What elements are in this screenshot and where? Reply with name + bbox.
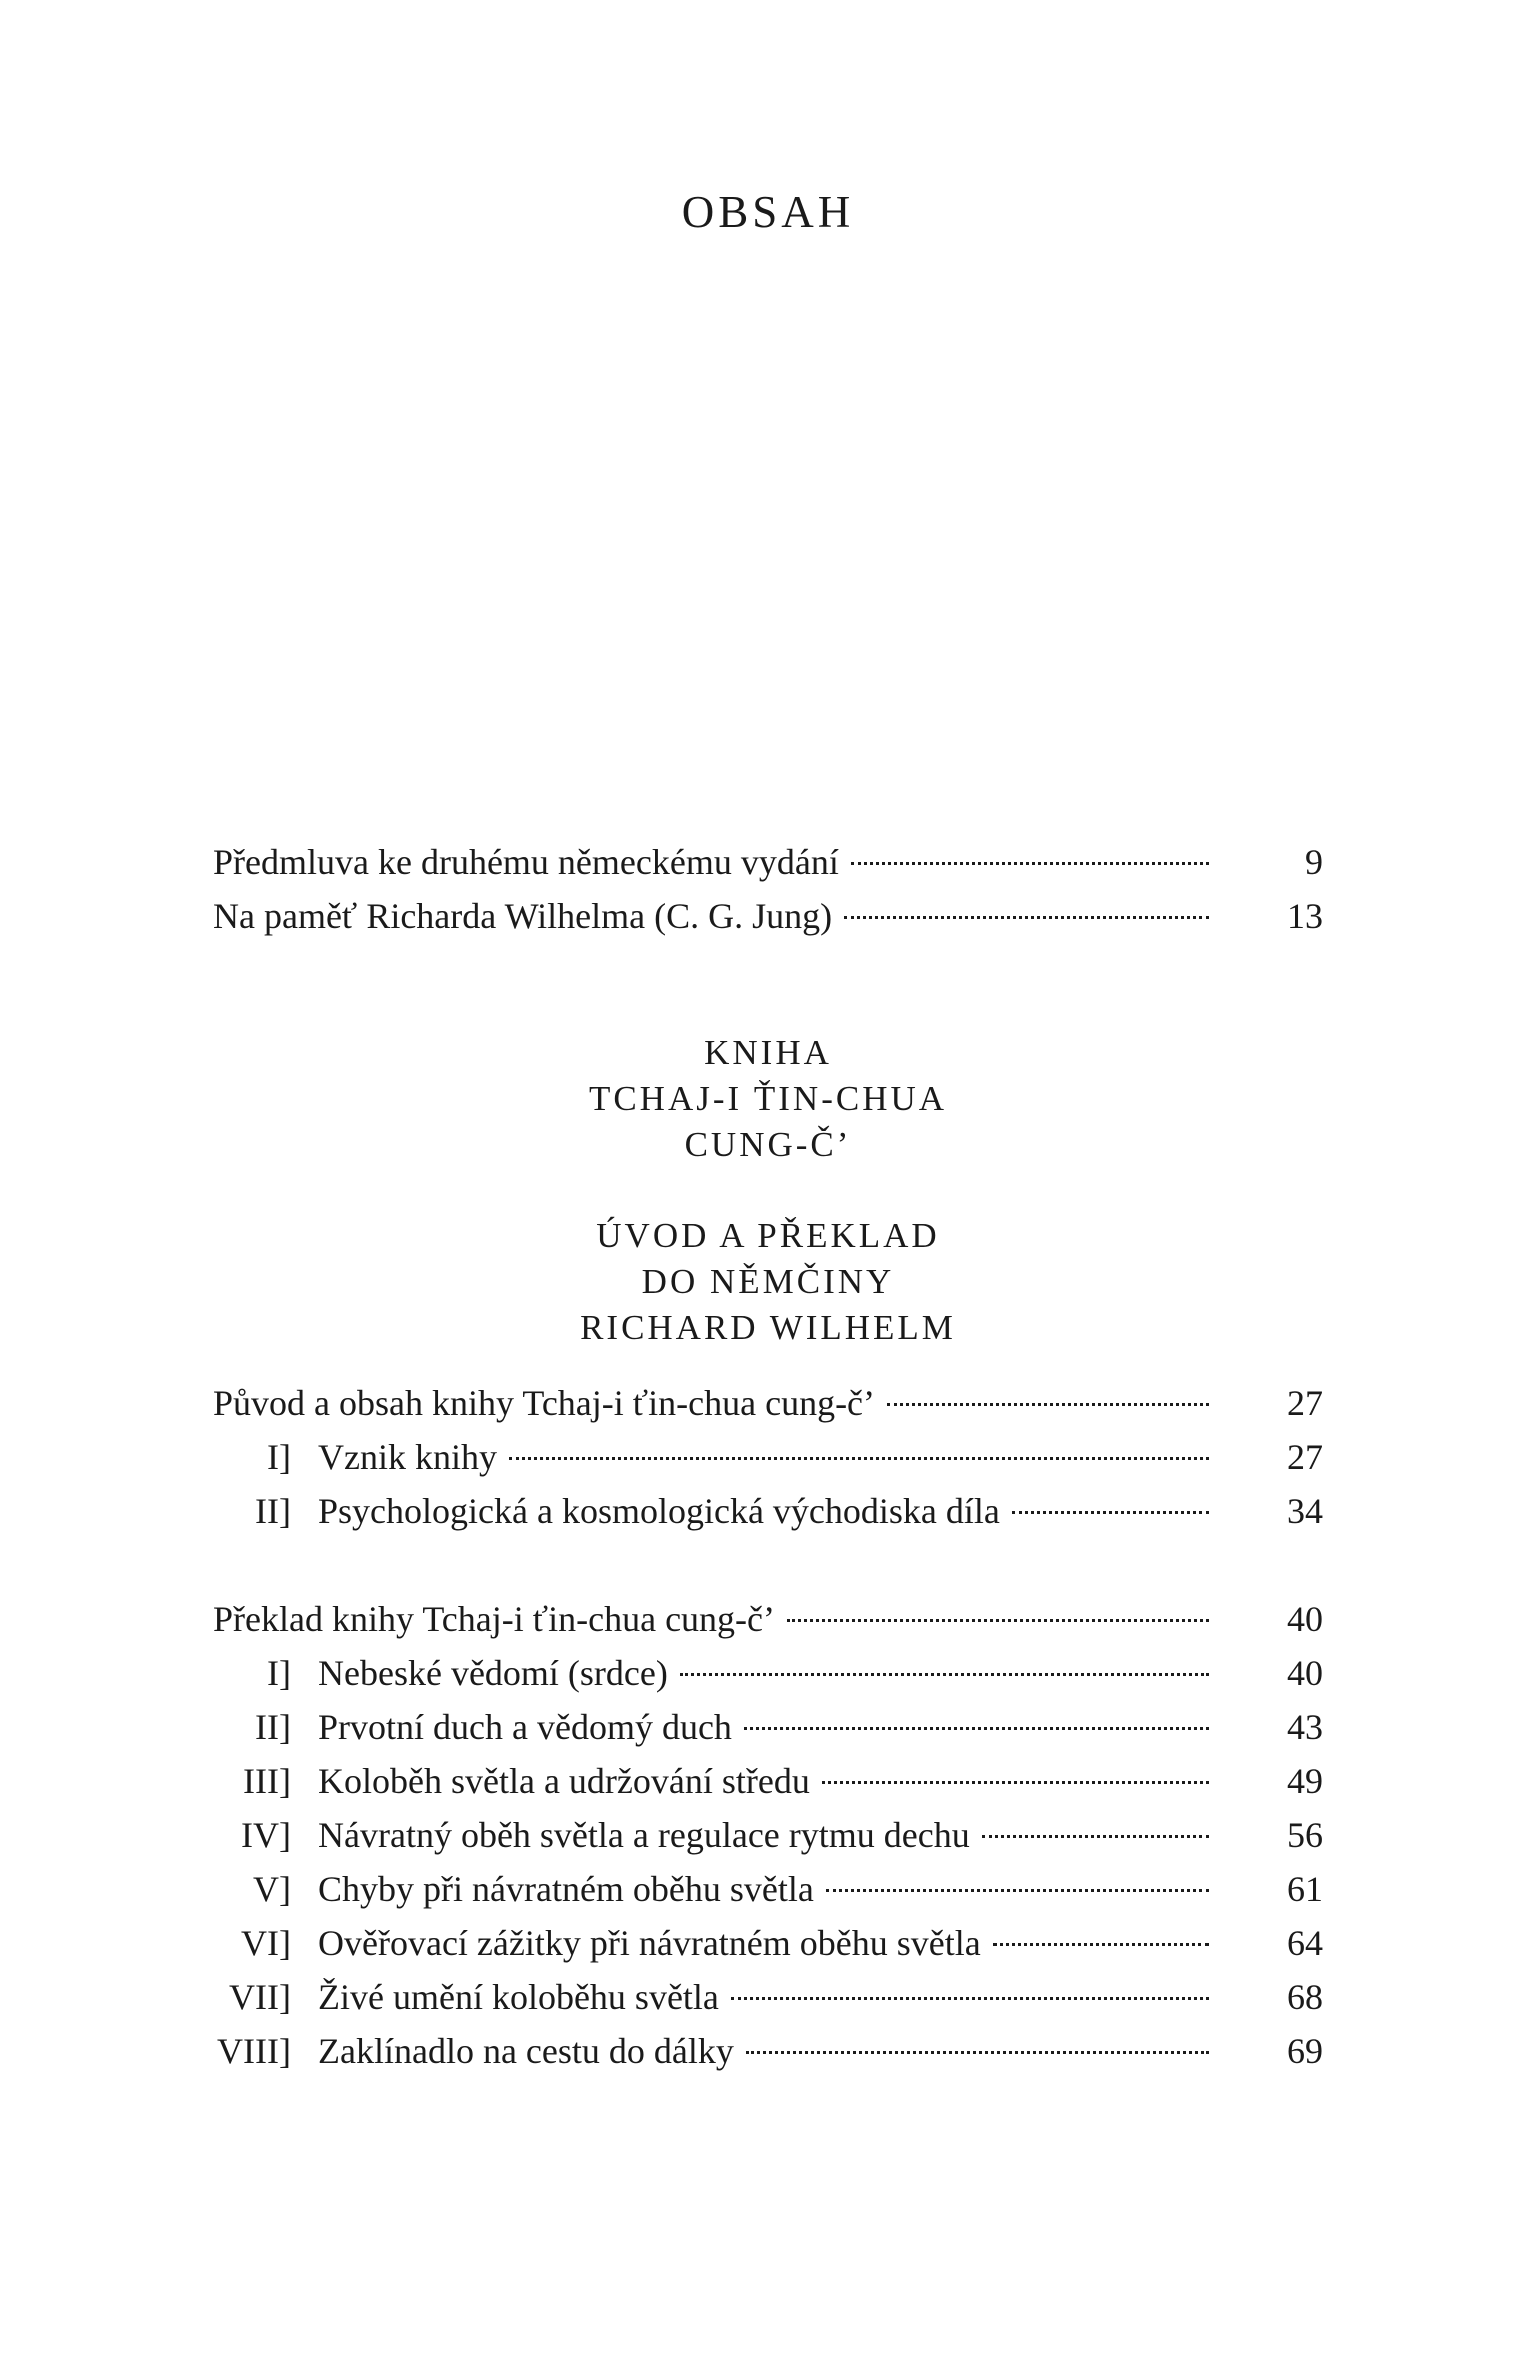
- toc-entry-page: 34: [1287, 1491, 1323, 1531]
- toc-chapter[interactable]: [213, 1700, 1323, 1754]
- chapter-number: VII]: [229, 1977, 291, 2017]
- chapter-title: Psychologická a kosmologická východiska díla: [318, 1491, 1000, 1531]
- front-matter-list: [213, 835, 1323, 943]
- chapter-number: I]: [267, 1437, 291, 1477]
- toc-chapter[interactable]: [213, 1970, 1323, 2024]
- toc-section-title: Původ a obsah knihy Tchaj-i ťin-chua cung-č’: [213, 1383, 876, 1423]
- chapter-title: Ověřovací zážitky při návratném oběhu světla: [318, 1923, 981, 1963]
- chapter-number: V]: [253, 1869, 291, 1909]
- toc-chapter[interactable]: [213, 1862, 1323, 1916]
- chapter-number: VIII]: [217, 2031, 291, 2071]
- origin-section: [213, 1376, 1323, 1538]
- credit-line: ÚVOD A PŘEKLAD: [596, 1216, 940, 1255]
- chapter-title: Zaklínadlo na cestu do dálky: [318, 2031, 734, 2071]
- toc-chapter[interactable]: [213, 1916, 1323, 1970]
- toc-section-title: Překlad knihy Tchaj-i ťin-chua cung-č’: [213, 1599, 776, 1639]
- toc-chapter[interactable]: [213, 1808, 1323, 1862]
- chapter-title: Koloběh světla a udržování středu: [318, 1761, 810, 1801]
- toc-section-heading[interactable]: [213, 1376, 1323, 1430]
- dot-leader: [744, 1727, 1209, 1730]
- toc-entry-page: 69: [1287, 2031, 1323, 2071]
- credit-line: DO NĚMČINY: [641, 1262, 895, 1301]
- toc-entry-title: Na paměť Richarda Wilhelma (C. G. Jung): [213, 896, 833, 936]
- dot-leader: [746, 2051, 1209, 2054]
- toc-entry-page: 40: [1287, 1653, 1323, 1693]
- chapter-number: I]: [267, 1653, 291, 1693]
- dot-leader: [887, 1403, 1209, 1406]
- dot-leader: [822, 1781, 1209, 1784]
- credit-line: RICHARD WILHELM: [580, 1308, 956, 1347]
- toc-entry-page: 27: [1287, 1437, 1323, 1477]
- toc-chapter[interactable]: [213, 1646, 1323, 1700]
- chapter-title: Návratný oběh světla a regulace rytmu dechu: [318, 1815, 970, 1855]
- toc-entry-page: 64: [1287, 1923, 1323, 1963]
- chapter-title: Vznik knihy: [318, 1437, 497, 1477]
- chapter-title: Prvotní duch a vědomý duch: [318, 1707, 732, 1747]
- book-title-line: CUNG-Č’: [684, 1125, 852, 1164]
- dot-leader: [844, 916, 1209, 919]
- toc-section-heading[interactable]: [213, 1592, 1323, 1646]
- chapter-number: IV]: [241, 1815, 291, 1855]
- chapter-number: VI]: [241, 1923, 291, 1963]
- dot-leader: [1012, 1511, 1209, 1514]
- toc-entry-page: 9: [1305, 842, 1323, 882]
- toc-entry-page: 68: [1287, 1977, 1323, 2017]
- toc-entry-page: 27: [1287, 1383, 1323, 1423]
- toc-entry-page: 43: [1287, 1707, 1323, 1747]
- page-title: OBSAH: [681, 187, 855, 237]
- toc-entry-page: 40: [1287, 1599, 1323, 1639]
- toc-chapter[interactable]: [213, 1484, 1323, 1538]
- dot-leader: [680, 1673, 1209, 1676]
- book-title-line: KNIHA: [704, 1033, 832, 1072]
- dot-leader: [509, 1457, 1209, 1460]
- toc-entry-page: 13: [1287, 896, 1323, 936]
- dot-leader: [787, 1619, 1209, 1622]
- translation-section: [213, 1592, 1323, 2078]
- chapter-title: Chyby při návratném oběhu světla: [318, 1869, 814, 1909]
- toc-chapter[interactable]: [213, 2024, 1323, 2078]
- toc-entry-title: Předmluva ke druhému německému vydání: [213, 842, 839, 882]
- chapter-number: II]: [255, 1707, 291, 1747]
- dot-leader: [993, 1943, 1209, 1946]
- translation-credit-block: [0, 1213, 1536, 1351]
- chapter-title: Živé umění koloběhu světla: [318, 1977, 719, 2017]
- dot-leader: [851, 862, 1209, 865]
- book-title-line: TCHAJ-I ŤIN-CHUA: [588, 1079, 948, 1118]
- book-title-block: [0, 1030, 1536, 1168]
- chapter-number: III]: [243, 1761, 291, 1801]
- chapter-number: II]: [255, 1491, 291, 1531]
- dot-leader: [731, 1997, 1209, 2000]
- chapter-title: Nebeské vědomí (srdce): [318, 1653, 668, 1693]
- toc-entry-page: 56: [1287, 1815, 1323, 1855]
- dot-leader: [982, 1835, 1209, 1838]
- toc-entry-page: 49: [1287, 1761, 1323, 1801]
- toc-entry-page: 61: [1287, 1869, 1323, 1909]
- toc-entry[interactable]: [213, 889, 1323, 943]
- toc-chapter[interactable]: [213, 1754, 1323, 1808]
- toc-chapter[interactable]: [213, 1430, 1323, 1484]
- toc-entry[interactable]: [213, 835, 1323, 889]
- dot-leader: [826, 1889, 1209, 1892]
